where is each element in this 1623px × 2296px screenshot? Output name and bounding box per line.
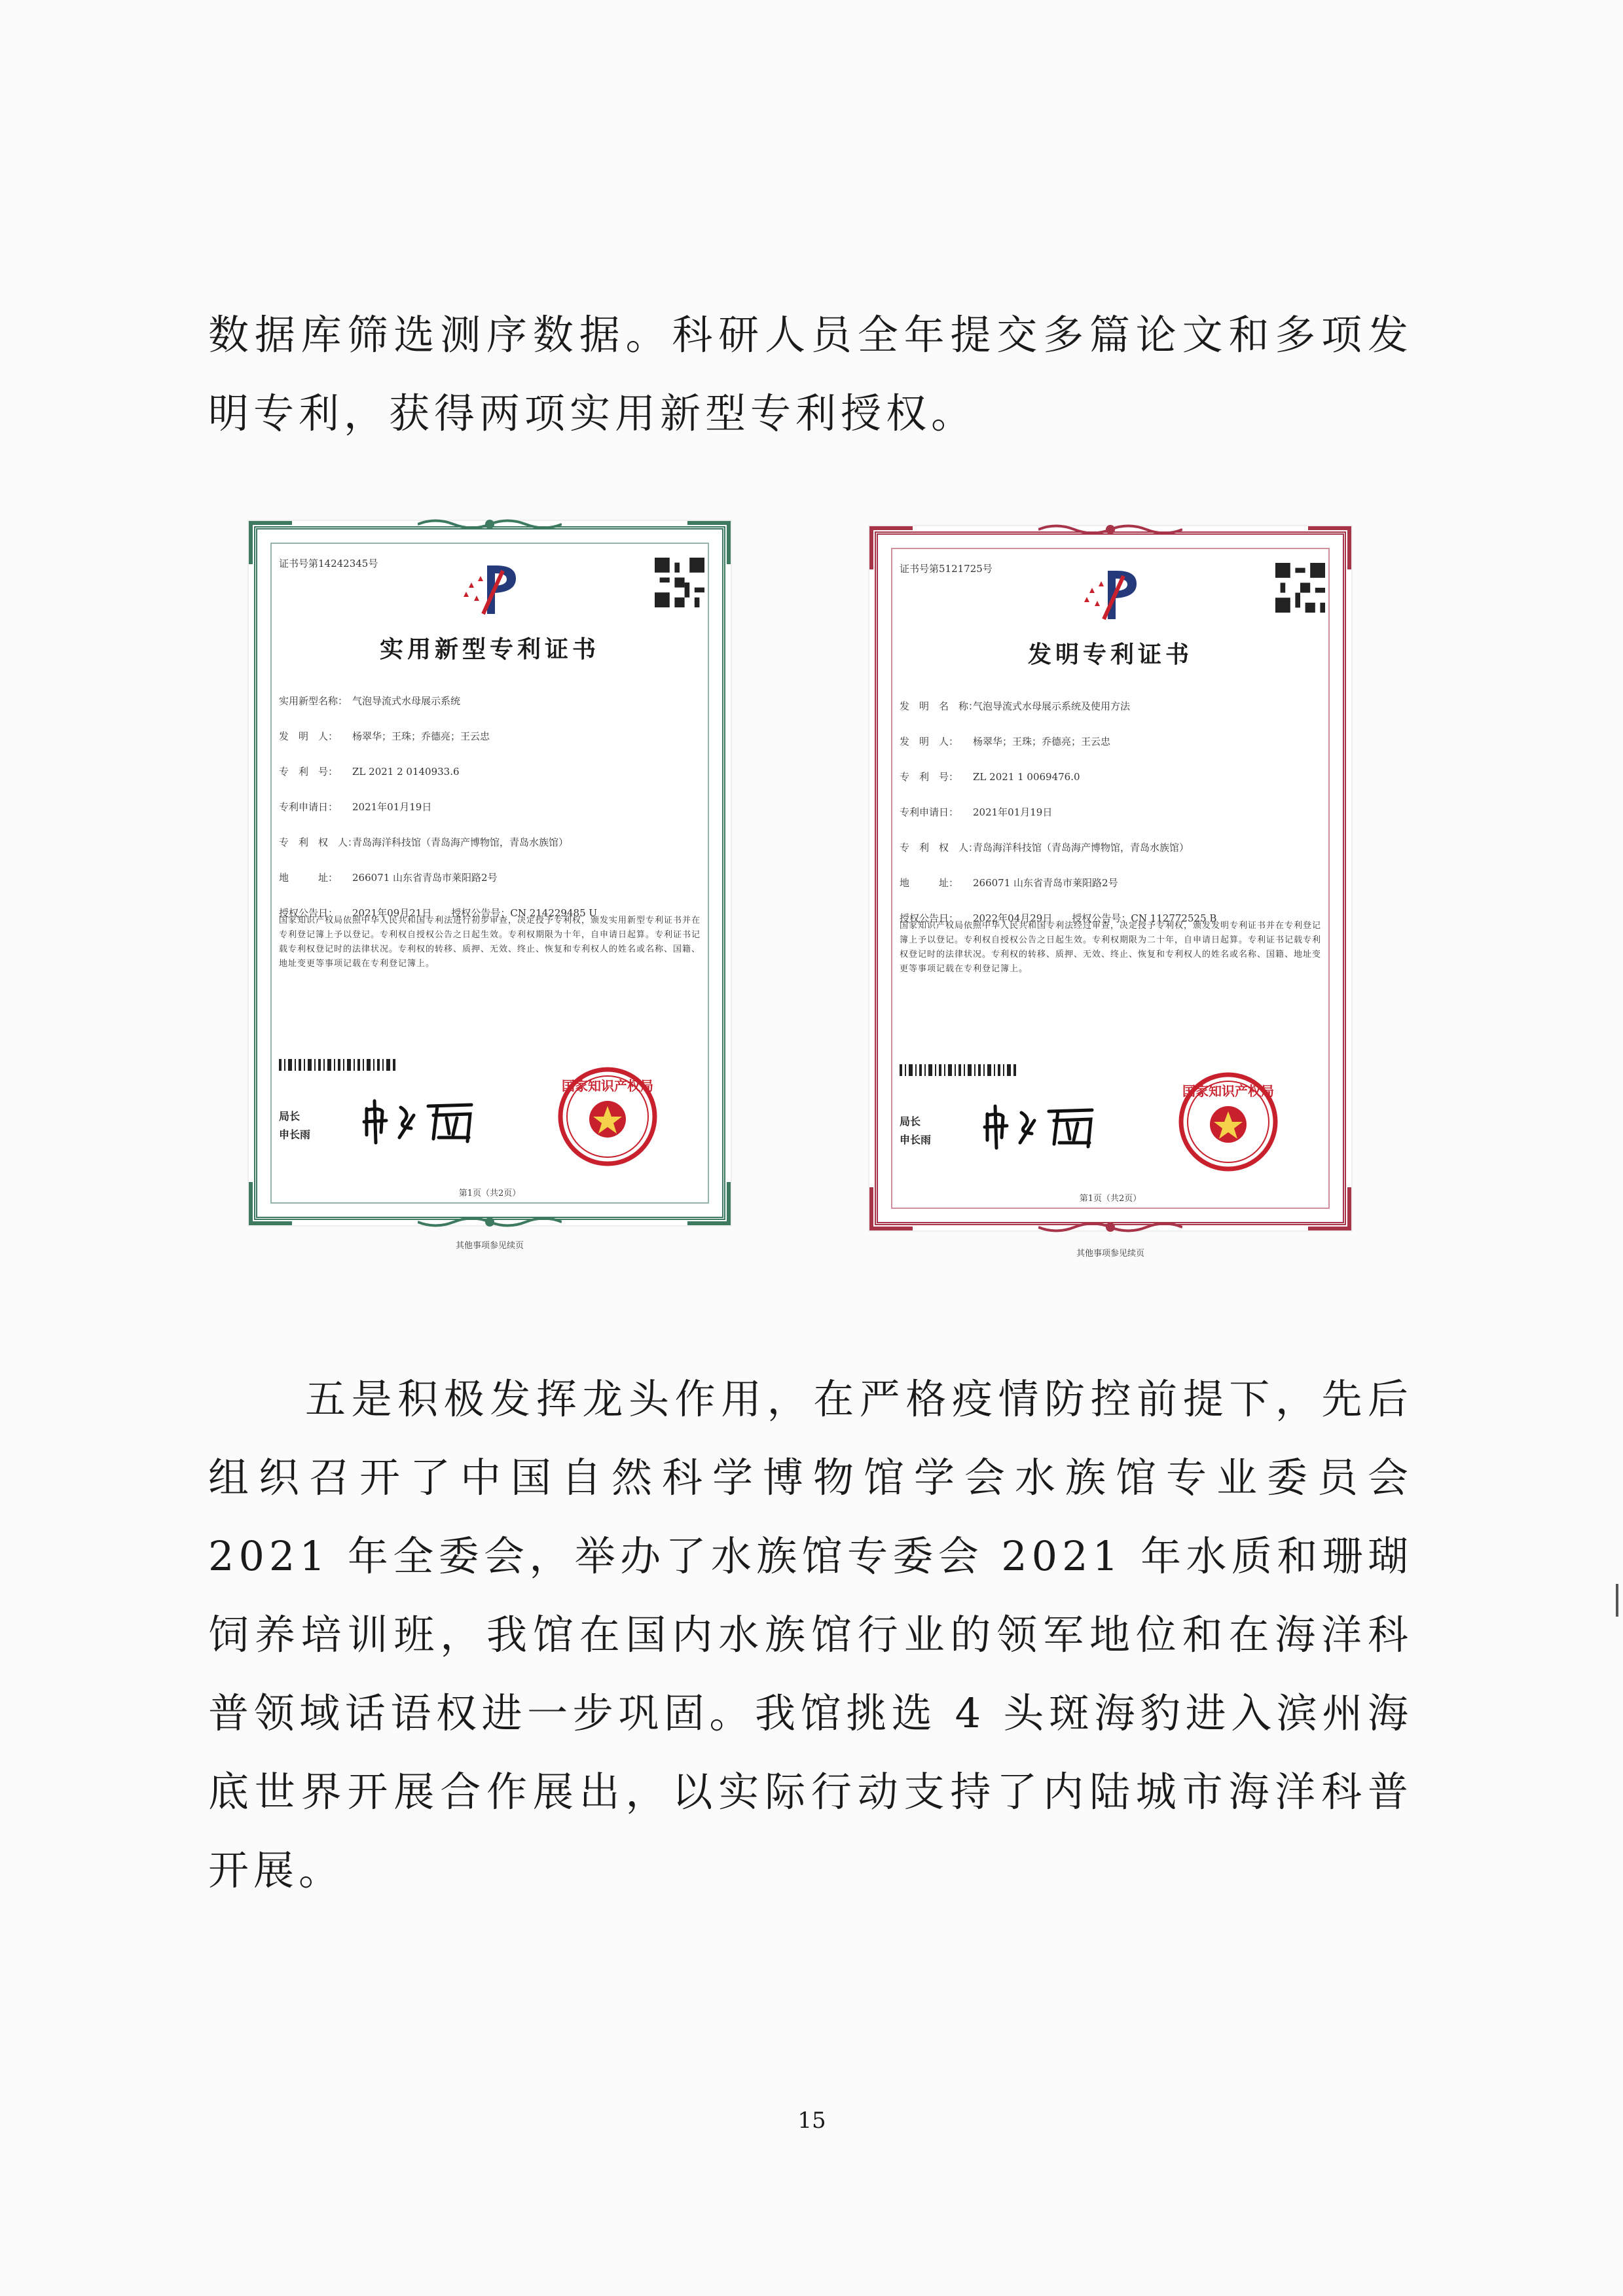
field-row: 专 利 权 人：青岛海洋科技馆（青岛海产博物馆，青岛水族馆）: [279, 836, 569, 848]
frame-ornament-icon: [1038, 1220, 1182, 1234]
field-row: 专 利 号： ZL 2021 1 0069476.0: [900, 771, 1080, 783]
certificate-notice: 国家知识产权局依照中华人民共和国专利法进行初步审查，决定授予专利权，颁发实用新型专利证书并在专利登记簿上予以登记。专利权自授权公告之日起生效。专利权期限为十年，自申请日起算。专利证书记载专利权登记时的法律状况。专利权的转移、质押、无效、终止、恢复和专利权人的姓名或名称、国籍、地址变更等事项记载在专利登记簿上。: [279, 916, 701, 969]
utility-model-certificate: [249, 521, 731, 1225]
field-row: 地 址： 266071 山东省青岛市莱阳路2号: [279, 872, 498, 884]
field-row: 发 明 人： 杨翠华；王珠；乔德亮；王云忠: [900, 736, 1111, 747]
qr-code-icon: [1275, 563, 1325, 613]
certificate-number: 证书号第14242345号: [279, 558, 378, 569]
barcode-icon: [900, 1064, 1017, 1076]
svg-text:国家知识产权局: 国家知识产权局: [1182, 1083, 1274, 1099]
certificate-caption: 其他事项参见续页: [455, 1241, 524, 1251]
field-row: 专利申请日： 2021年01月19日: [900, 806, 1053, 818]
certificate-page-marker: 第1页（共2页）: [1079, 1194, 1142, 1204]
qr-code-icon: [655, 558, 704, 607]
official-seal-icon: [1177, 1071, 1279, 1173]
certificate-title: 发明专利证书: [1027, 641, 1193, 668]
frame-ornament-icon: [418, 517, 562, 531]
certificate-caption: 其他事项参见续页: [1076, 1249, 1144, 1259]
frame-ornament-icon: [1038, 522, 1182, 537]
official-seal-icon: [556, 1066, 659, 1168]
handwritten-signature-icon: [981, 1101, 1112, 1153]
svg-text:国家知识产权局: 国家知识产权局: [562, 1078, 653, 1094]
certificate-title: 实用新型专利证书: [379, 636, 600, 663]
certificate-notice: 国家知识产权局依照中华人民共和国专利法经过审查，决定授予专利权，颁发发明专利证书并在专利登记簿上予以登记。专利权自授权公告之日起生效。专利权期限为二十年，自申请日起算。专利证书记载专利权登记时的法律状况。专利权的转移、质押、无效、终止、恢复和专利权人的姓名或名称、国籍、地址变更等事项记载在专利登记簿上。: [900, 921, 1322, 974]
patent-office-logo-icon: [457, 559, 529, 618]
body-paragraph-top: 数据库筛选测序数据。科研人员全年提交多篇论文和多项发明专利，获得两项实用新型专利授权。: [208, 311, 1413, 437]
certificate-page-marker: 第1页（共2页）: [458, 1189, 521, 1198]
page-number: 15: [797, 2108, 826, 2134]
field-row: 实用新型名称： 气泡导流式水母展示系统: [279, 695, 461, 707]
field-row: 发 明 人： 杨翠华；王珠；乔德亮；王云忠: [279, 730, 490, 742]
signature-labels: 局长 申长雨: [900, 1115, 932, 1146]
field-row: 专利申请日： 2021年01月19日: [279, 801, 432, 813]
field-row: 地 址： 266071 山东省青岛市莱阳路2号: [900, 877, 1118, 889]
frame-ornament-icon: [418, 1215, 562, 1229]
handwritten-signature-icon: [360, 1096, 491, 1148]
scan-edge-mark: [1616, 1584, 1618, 1617]
patent-office-logo-icon: [1078, 564, 1150, 623]
certificate-fields: [279, 694, 704, 941]
field-row: 授权公告日： 2021年09月21日 授权公告号：CN 214229485 U: [279, 907, 598, 919]
field-row: 专 利 权 人：青岛海洋科技馆（青岛海产博物馆，青岛水族馆）: [900, 842, 1190, 853]
barcode-icon: [279, 1059, 397, 1071]
invention-patent-certificate: [869, 526, 1351, 1230]
field-row: 专 利 号： ZL 2021 2 0140933.6: [279, 766, 460, 778]
field-row: 发 明 名 称：气泡导流式水母展示系统及使用方法: [900, 700, 1131, 712]
field-row: 授权公告日： 2022年04月29日 授权公告号：CN 112772525 B: [900, 912, 1217, 924]
certificate-fields: [900, 699, 1325, 946]
signature-labels: 局长 申长雨: [279, 1110, 311, 1141]
certificate-number: 证书号第5121725号: [900, 563, 993, 575]
body-paragraph-bottom: 五是积极发挥龙头作用，在严格疫情防控前提下，先后组织召开了中国自然科学博物馆学会水族馆专业委员会 2021 年全委会，举办了水族馆专委会 2021 年水质和珊瑚饲养培训班，我馆在国内水族馆行业的领军地位和在海洋科普领域话语权进一步巩固。我馆挑选 4 头斑海豹进入滨州海底世界开展合作展出，以实际行动支持了内陆城市海洋科普开展。: [208, 1375, 1413, 1894]
